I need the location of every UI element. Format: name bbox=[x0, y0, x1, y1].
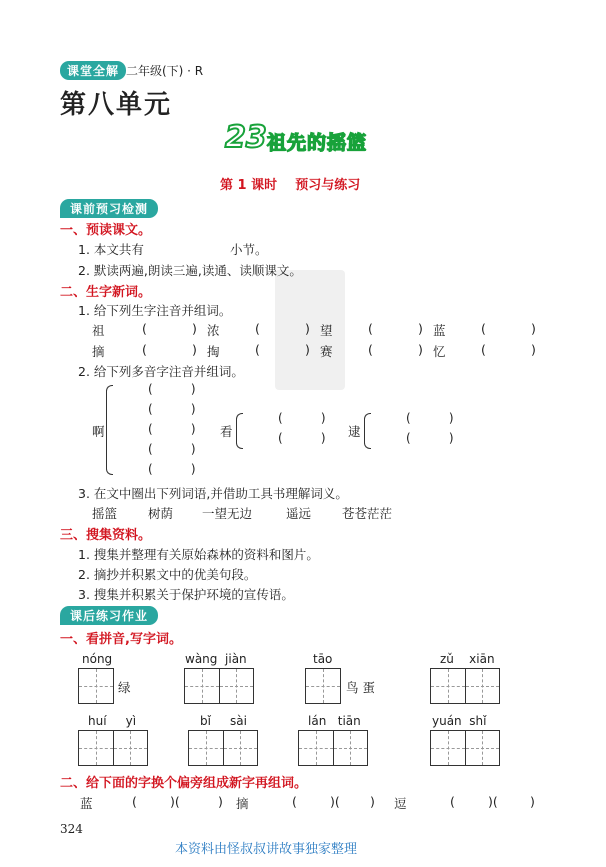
section-post: 课后练习作业 bbox=[60, 606, 158, 625]
word: 摇篮 bbox=[92, 506, 118, 521]
period-title: 第 1 课时 预习与练习 bbox=[220, 178, 361, 193]
brace-kan bbox=[236, 413, 243, 449]
chars-row2: 摘 ( ) 掏 ( ) 赛 ( ) 忆 ( ) bbox=[92, 342, 536, 359]
pinyin: nóng bbox=[82, 652, 113, 666]
char: 祖 bbox=[92, 323, 105, 338]
char: 望 bbox=[320, 323, 333, 338]
part1-item1b: 小节。 bbox=[230, 242, 268, 257]
pinyin: bǐ sài bbox=[200, 714, 247, 728]
word: 遥远 bbox=[286, 506, 312, 521]
writing-grid[interactable] bbox=[188, 730, 258, 766]
part4-heading: 一、看拼音,写字词。 bbox=[60, 632, 182, 647]
word: 苍苍茫茫 bbox=[342, 506, 393, 521]
given-char: 绿 bbox=[118, 680, 131, 695]
char: 摘 bbox=[236, 796, 249, 811]
char: 蓝 bbox=[80, 796, 93, 811]
part3-item: 2. 摘抄并积累文中的优美句段。 bbox=[78, 567, 257, 582]
writing-grid[interactable] bbox=[78, 730, 148, 766]
unit-title: 第八单元 bbox=[60, 90, 173, 120]
part1-heading: 一、预读课文。 bbox=[60, 223, 152, 238]
part2-item3: 3. 在文中圈出下列词语,并借助工具书理解词义。 bbox=[78, 486, 348, 501]
char: 摘 bbox=[92, 344, 105, 359]
part2-item2: 2. 给下列多音字注音并组词。 bbox=[78, 364, 244, 379]
part2-item1: 1. 给下列生字注音并组词。 bbox=[78, 303, 232, 318]
char: 掏 bbox=[207, 344, 220, 359]
pinyin: zǔ xiān bbox=[440, 652, 495, 666]
part1-item2: 2. 默读两遍,朗读三遍,读通、读顺课文。 bbox=[78, 263, 302, 278]
word: 一望无边 bbox=[202, 506, 253, 521]
char: 蓝 bbox=[433, 323, 446, 338]
char: 赛 bbox=[320, 344, 333, 359]
writing-grid[interactable] bbox=[78, 668, 114, 704]
pinyin: lán tiān bbox=[308, 714, 361, 728]
lesson-number: 23 bbox=[225, 120, 267, 155]
given-char: 鸟 蛋 bbox=[346, 680, 375, 695]
part5-heading: 二、给下面的字换个偏旁组成新字再组词。 bbox=[60, 776, 308, 791]
part1-item1a: 1. 本文共有 bbox=[78, 242, 144, 257]
footer-note: 本资料由怪叔叔讲故事独家整理 bbox=[175, 842, 358, 857]
poly-char-kan: 看 bbox=[220, 424, 233, 439]
pinyin: yuán shǐ bbox=[432, 714, 487, 728]
brace-a bbox=[106, 385, 113, 475]
pinyin: tāo bbox=[313, 652, 333, 666]
part3-item: 3. 搜集并积累关于保护环境的宣传语。 bbox=[78, 587, 294, 602]
lesson-title bbox=[225, 120, 385, 160]
chars-row1: 祖 ( ) 浓 ( ) 望 ( ) 蓝 ( ) bbox=[92, 321, 536, 338]
part3-item: 1. 搜集并整理有关原始森林的资料和图片。 bbox=[78, 547, 319, 562]
poly-char-dai: 逮 bbox=[348, 424, 361, 439]
radical-row: 蓝 ( )( ) 摘 ( )( ) 逗 ( )( ) bbox=[80, 794, 535, 811]
writing-grid[interactable] bbox=[184, 668, 254, 704]
char: 逗 bbox=[394, 796, 407, 811]
brace-dai bbox=[364, 413, 371, 449]
writing-grid[interactable] bbox=[305, 668, 341, 704]
poly-char-a: 啊 bbox=[92, 424, 105, 439]
writing-grid[interactable] bbox=[298, 730, 368, 766]
char: 忆 bbox=[433, 344, 446, 359]
writing-grid[interactable] bbox=[430, 730, 500, 766]
lesson-name: 祖先的摇篮 bbox=[267, 132, 368, 154]
page-number: 324 bbox=[60, 822, 83, 836]
pinyin: wàng jiàn bbox=[185, 652, 247, 666]
pinyin: huí yì bbox=[88, 714, 137, 728]
word: 树荫 bbox=[148, 506, 174, 521]
part3-heading: 三、搜集资料。 bbox=[60, 528, 152, 543]
writing-grid[interactable] bbox=[430, 668, 500, 704]
header-badge: 课堂全解 bbox=[60, 61, 126, 80]
grade-label: 二年级(下) · R bbox=[126, 64, 204, 78]
char: 浓 bbox=[207, 323, 220, 338]
section-pre: 课前预习检测 bbox=[60, 199, 158, 218]
part2-heading: 二、生字新词。 bbox=[60, 285, 152, 300]
